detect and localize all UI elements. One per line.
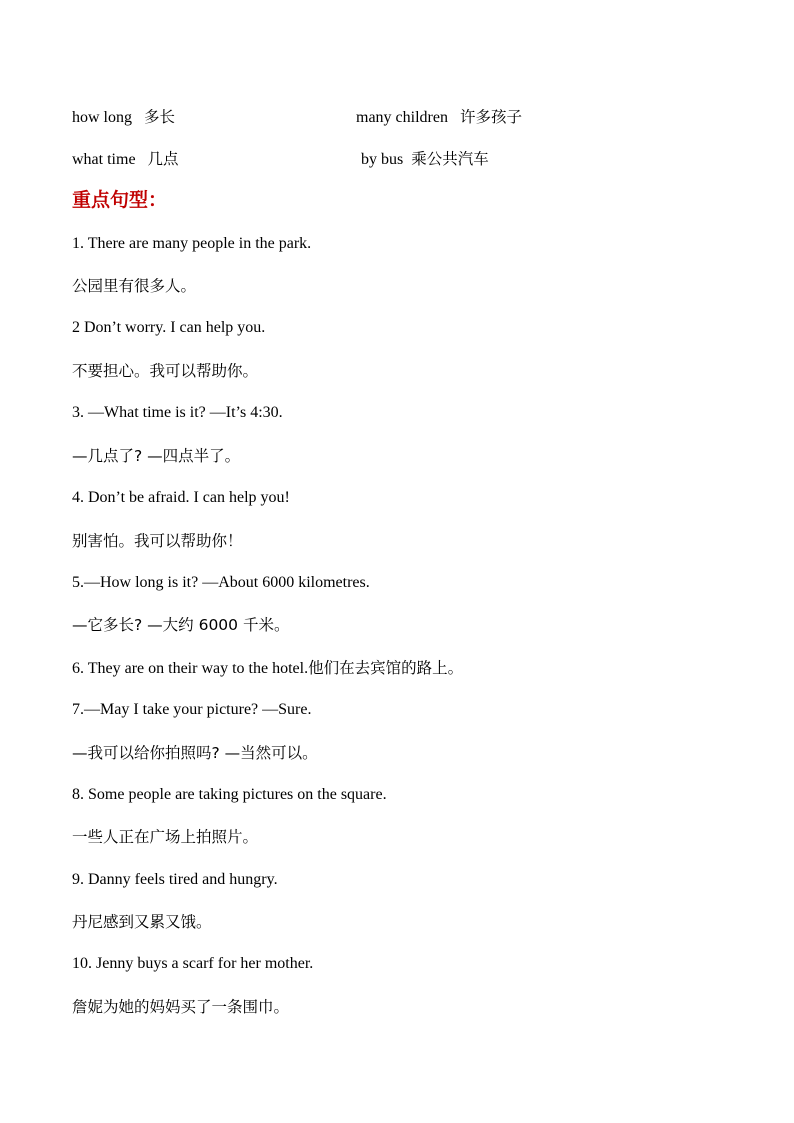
sentence-5-en: 5.—How long is it? —About 6000 kilometres. (72, 574, 370, 591)
sentence-2-en: 2 Don’t worry. I can help you. (72, 319, 266, 336)
sentence-9-en: 9. Danny feels tired and hungry. (72, 871, 278, 888)
sentence-7-en: 7.—May I take your picture? —Sure. (72, 701, 312, 718)
vocab-en: by bus (361, 151, 404, 168)
vocab-en: what time (72, 151, 136, 168)
vocab-row-1-left (72, 107, 175, 128)
vocab-zh: 几点 (147, 150, 179, 168)
vocab-en: many children (356, 109, 448, 126)
sentence-4-en: 4. Don’t be afraid. I can help you! (72, 489, 290, 506)
sentence-3-zh: —几点了? —四点半了。 (72, 447, 241, 465)
vocab-en: how long (72, 109, 132, 126)
sentence-3-en: 3. —What time is it? —It’s 4:30. (72, 404, 283, 421)
sentence-4-zh: 别害怕。我可以帮助你！ (72, 532, 243, 550)
sentence-7-zh: —我可以给你拍照吗? —当然可以。 (72, 744, 318, 762)
vocab-row-2-right (361, 149, 489, 170)
sentence-5-zh: —它多长? —大约 6000 千米。 (72, 616, 290, 634)
sentence-6-zh: 他们在去宾馆的路上。 (308, 659, 464, 677)
sentence-1-en: 1. There are many people in the park. (72, 235, 312, 252)
vocab-row-1-right (356, 107, 522, 128)
vocab-zh: 许多孩子 (459, 108, 522, 126)
sentence-10-en: 10. Jenny buys a scarf for her mother. (72, 955, 314, 972)
sentence-8-en: 8. Some people are taking pictures on the square. (72, 786, 387, 803)
sentence-9-zh: 丹尼感到又累又饿。 (72, 913, 212, 931)
sentence-2-zh: 不要担心。我可以帮助你。 (72, 362, 259, 380)
section-heading: 重点句型： (72, 189, 168, 211)
vocab-zh: 多长 (144, 108, 176, 126)
sentence-10-zh: 詹妮为她的妈妈买了一条围巾。 (72, 998, 290, 1016)
sentence-8-zh: 一些人正在广场上拍照片。 (72, 828, 259, 846)
sentence-6-en: 6. They are on their way to the hotel. (72, 660, 309, 677)
sentence-1-zh: 公园里有很多人。 (72, 277, 197, 295)
vocab-zh: 乘公共汽车 (411, 150, 489, 168)
vocab-row-2-left (72, 149, 179, 170)
sentence-6 (72, 658, 463, 679)
